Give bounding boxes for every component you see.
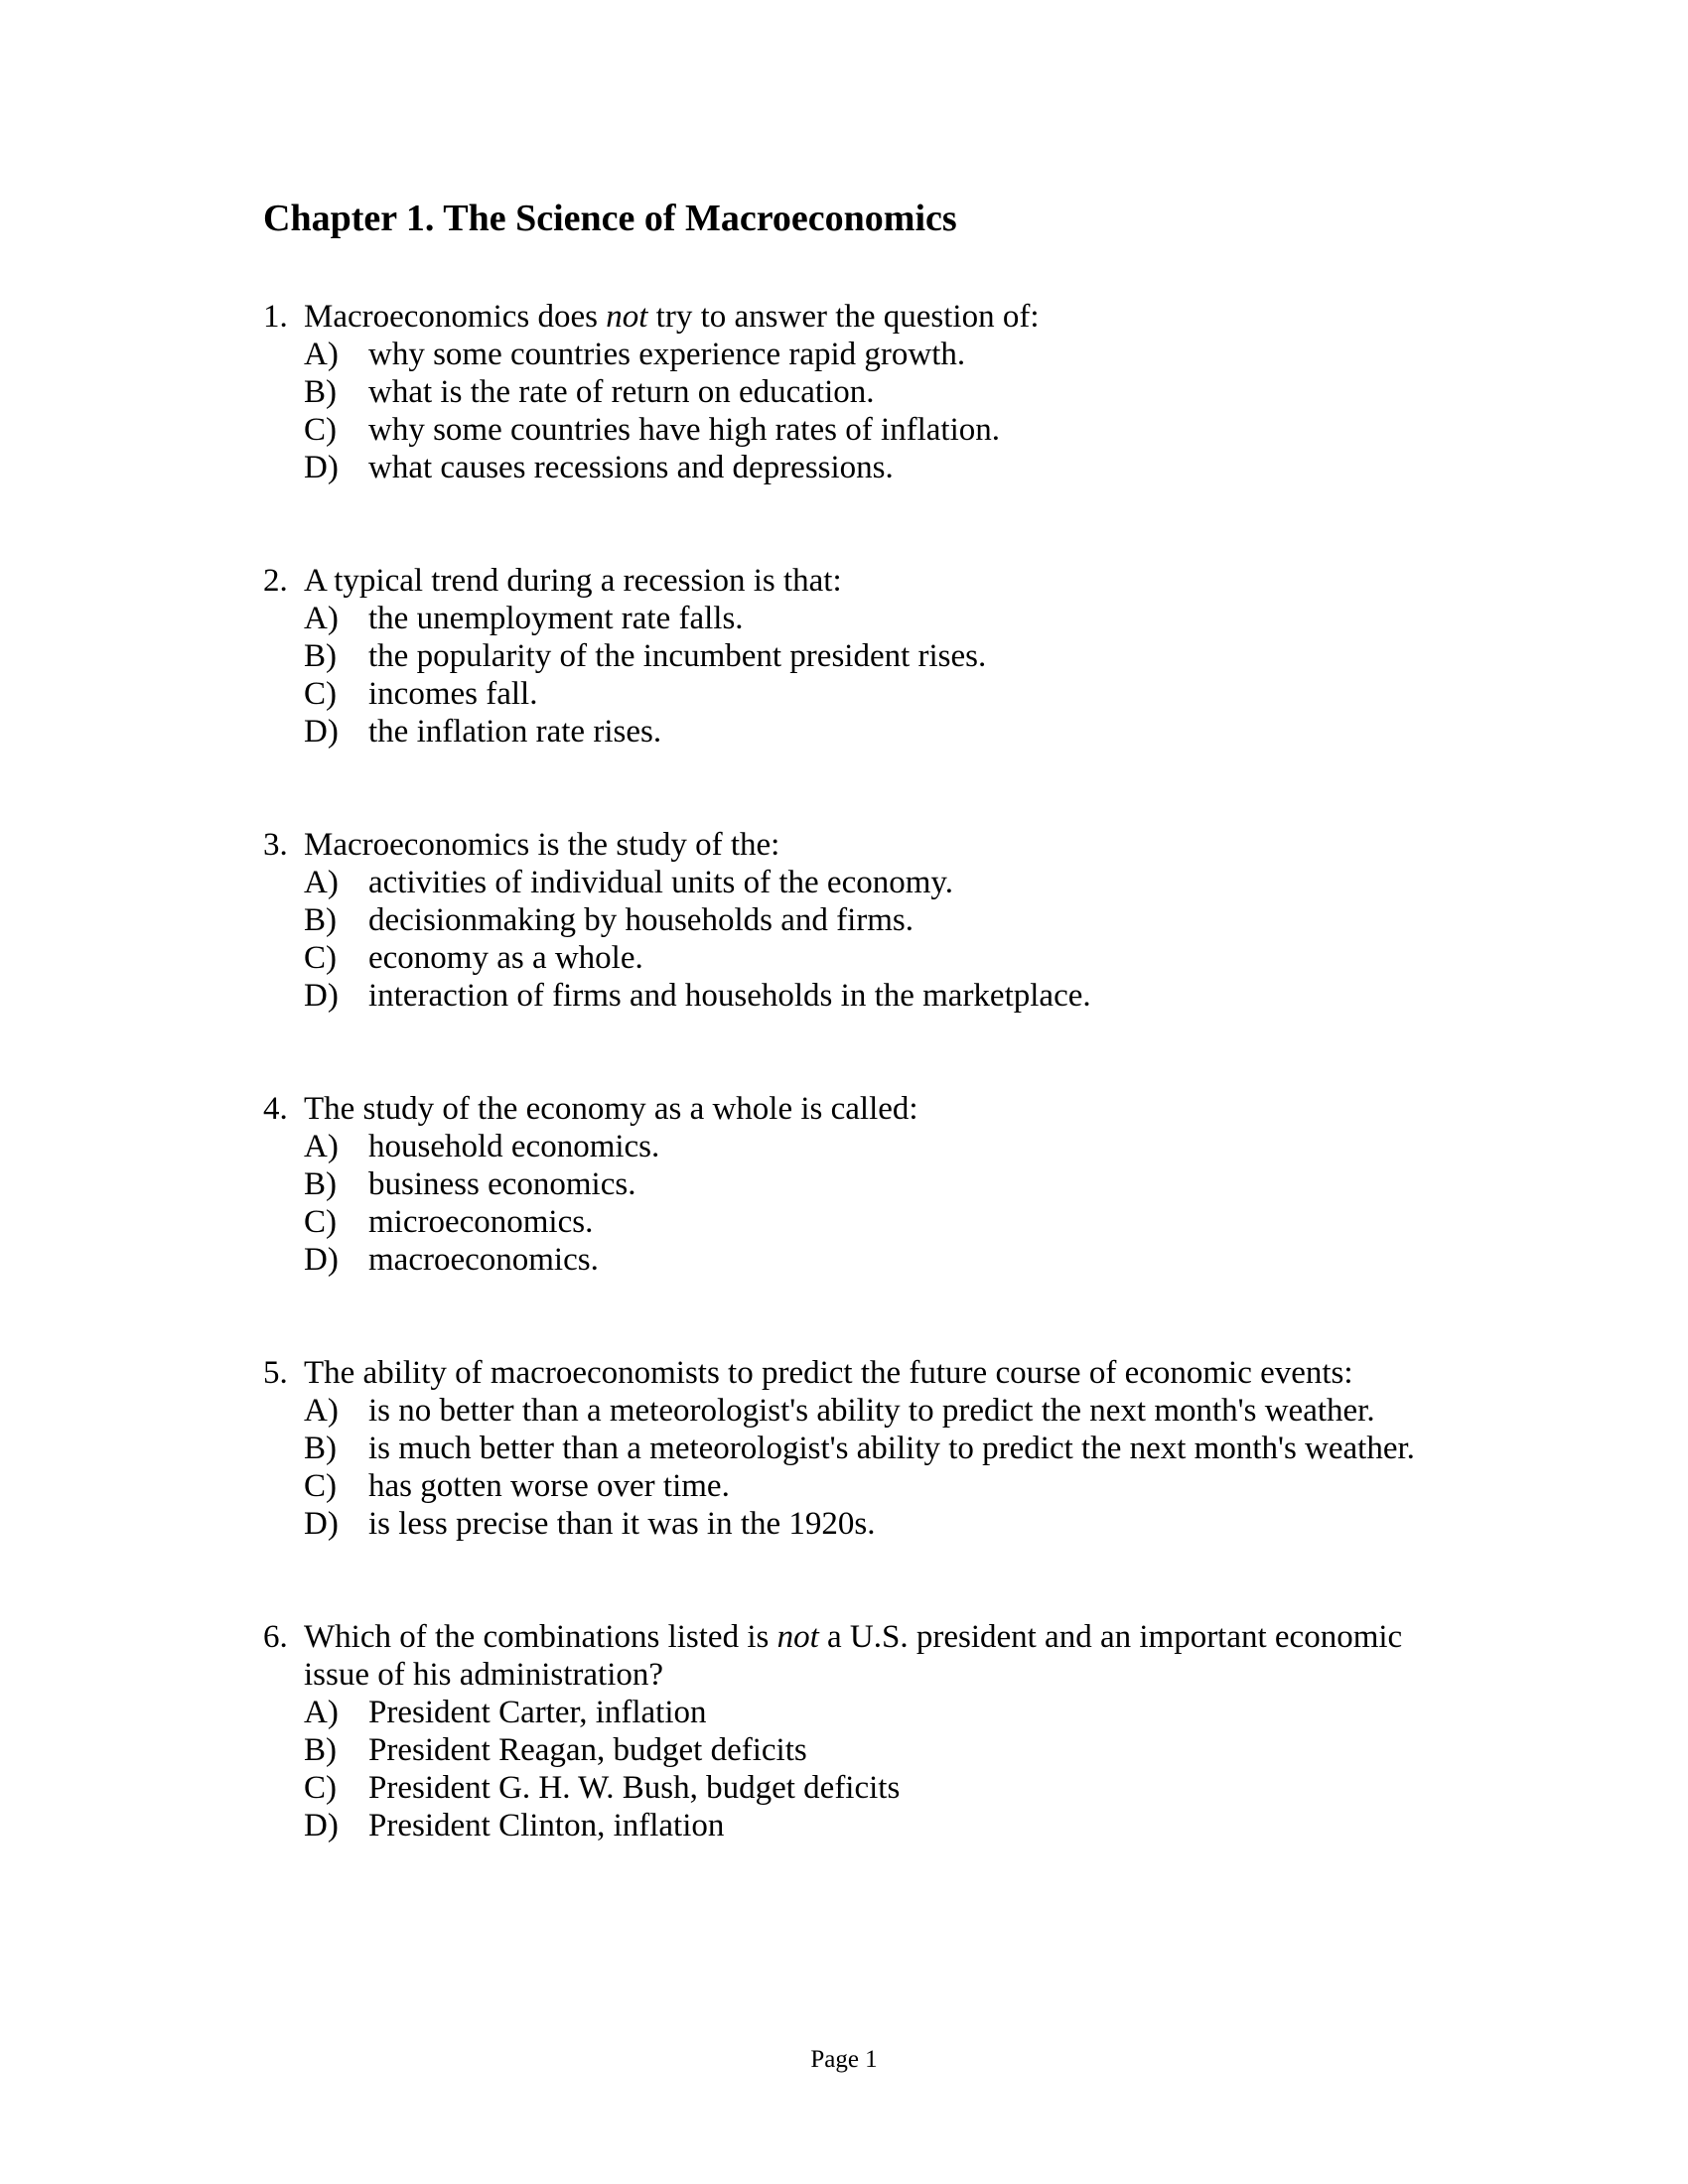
question-number: 5. — [263, 1355, 288, 1391]
stem-text-part: try to answer the question of: — [647, 299, 1040, 335]
answer-option-a — [304, 864, 1435, 901]
question-text: The ability of macroeconomists to predict the future course of economic events: — [304, 1355, 1353, 1391]
option-letter: D) — [304, 714, 339, 750]
option-letter: D) — [304, 450, 339, 485]
question-stem — [263, 562, 1435, 600]
answer-option-c — [304, 675, 1435, 713]
option-text: business economics. — [368, 1166, 636, 1202]
question-text — [304, 1618, 1435, 1694]
answer-option-a — [304, 1694, 1435, 1731]
answer-option-c — [304, 1769, 1435, 1807]
question-number: 6. — [263, 1619, 288, 1655]
option-letter: A) — [304, 337, 339, 372]
chapter-title: Chapter 1. The Science of Macroeconomics — [263, 198, 957, 239]
option-text: President Clinton, inflation — [368, 1808, 725, 1843]
question-number: 3. — [263, 827, 288, 863]
stem-text-part: Which of the combinations listed is — [304, 1619, 777, 1655]
question-text: Macroeconomics is the study of the: — [304, 827, 780, 863]
option-text: interaction of firms and households in the marketplace. — [368, 978, 1091, 1014]
option-text: microeconomics. — [368, 1204, 594, 1240]
option-letter: B) — [304, 902, 337, 938]
answer-option-c — [304, 411, 1435, 449]
option-text: is less precise than it was in the 1920s. — [368, 1506, 876, 1542]
answer-option-d — [304, 1505, 1435, 1543]
option-letter: A) — [304, 1129, 339, 1164]
answer-option-d — [304, 1241, 1435, 1279]
option-text: decisionmaking by households and firms. — [368, 902, 914, 938]
option-text: the unemployment rate falls. — [368, 601, 744, 636]
option-letter: B) — [304, 1166, 337, 1202]
option-letter: B) — [304, 638, 337, 674]
option-letter: A) — [304, 865, 339, 900]
option-letter: C) — [304, 676, 337, 712]
option-letter: A) — [304, 1393, 339, 1429]
option-text: President Reagan, budget deficits — [368, 1732, 807, 1768]
question-3 — [263, 826, 1435, 1015]
answer-option-c — [304, 1203, 1435, 1241]
option-letter: C) — [304, 940, 337, 976]
question-6 — [263, 1618, 1435, 1844]
option-letter: C) — [304, 1770, 337, 1806]
question-4 — [263, 1090, 1435, 1279]
option-text: what is the rate of return on education. — [368, 374, 875, 410]
answer-option-b — [304, 1731, 1435, 1769]
question-1 — [263, 298, 1435, 486]
answer-option-a — [304, 600, 1435, 637]
answer-option-a — [304, 336, 1435, 373]
question-stem — [263, 1618, 1435, 1694]
option-text: activities of individual units of the economy. — [368, 865, 953, 900]
option-letter: D) — [304, 1808, 339, 1843]
option-letter: A) — [304, 601, 339, 636]
question-stem — [263, 826, 1435, 864]
option-text: economy as a whole. — [368, 940, 643, 976]
option-text: household economics. — [368, 1129, 660, 1164]
page-number: Page 1 — [810, 2046, 878, 2073]
question-5 — [263, 1354, 1435, 1543]
option-text: the popularity of the incumbent president rises. — [368, 638, 987, 674]
question-number: 4. — [263, 1091, 288, 1127]
option-letter: D) — [304, 1242, 339, 1278]
option-text: why some countries experience rapid growth. — [368, 337, 966, 372]
answer-option-c — [304, 1467, 1435, 1505]
question-stem — [263, 1090, 1435, 1128]
option-letter: D) — [304, 978, 339, 1014]
question-number: 1. — [263, 299, 288, 335]
answer-option-b — [304, 1430, 1435, 1467]
answer-option-a — [304, 1392, 1435, 1430]
option-text: incomes fall. — [368, 676, 538, 712]
question-number: 2. — [263, 563, 288, 599]
question-text: The study of the economy as a whole is called: — [304, 1091, 918, 1127]
option-letter: B) — [304, 1431, 337, 1466]
option-text: the inflation rate rises. — [368, 714, 662, 750]
option-text: is no better than a meteorologist's ability to predict the next month's weather. — [368, 1393, 1375, 1429]
option-letter: B) — [304, 374, 337, 410]
answer-option-b — [304, 1165, 1435, 1203]
answer-option-b — [304, 373, 1435, 411]
question-2 — [263, 562, 1435, 751]
option-text: has gotten worse over time. — [368, 1468, 730, 1504]
option-text: President G. H. W. Bush, budget deficits — [368, 1770, 901, 1806]
stem-text-part: Macroeconomics does — [304, 299, 607, 335]
option-letter: C) — [304, 1468, 337, 1504]
answer-option-d — [304, 1807, 1435, 1844]
question-stem — [263, 298, 1435, 336]
option-text: why some countries have high rates of inflation. — [368, 412, 1001, 448]
option-letter: C) — [304, 1204, 337, 1240]
option-text: President Carter, inflation — [368, 1695, 707, 1730]
answer-option-a — [304, 1128, 1435, 1165]
answer-option-d — [304, 977, 1435, 1015]
stem-emphasis: not — [606, 299, 648, 335]
stem-emphasis: not — [776, 1619, 819, 1655]
stem-text-part: a U.S. president and an important economic issue of his administration? — [304, 1619, 1403, 1693]
answer-option-c — [304, 939, 1435, 977]
option-text: what causes recessions and depressions. — [368, 450, 894, 485]
question-text: A typical trend during a recession is that: — [304, 563, 842, 599]
option-letter: A) — [304, 1695, 339, 1730]
answer-option-b — [304, 901, 1435, 939]
option-letter: C) — [304, 412, 337, 448]
option-letter: B) — [304, 1732, 337, 1768]
option-text: macroeconomics. — [368, 1242, 599, 1278]
option-letter: D) — [304, 1506, 339, 1542]
answer-option-b — [304, 637, 1435, 675]
answer-option-d — [304, 449, 1435, 486]
answer-option-d — [304, 713, 1435, 751]
question-stem — [263, 1354, 1435, 1392]
question-text — [304, 298, 1435, 336]
option-text: is much better than a meteorologist's ability to predict the next month's weather. — [368, 1431, 1415, 1466]
